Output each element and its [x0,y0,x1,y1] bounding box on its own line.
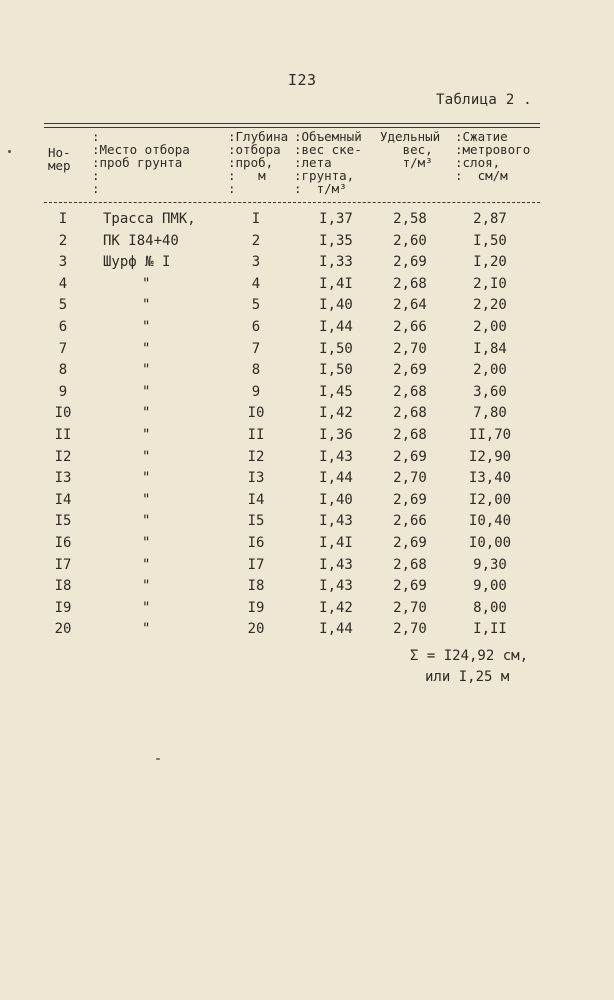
row-sampling-place: " [142,470,151,487]
table-row [0,449,614,471]
table-row [0,557,614,579]
row-sampling-place: " [142,340,151,357]
row-sampling-place: " [142,383,151,400]
row-volumetric-weight: I,37 [319,211,353,227]
row-sampling-place: " [142,362,151,379]
header-compression: :Сжатие :метрового :слоя, : см/м [455,129,531,183]
table-row [0,405,614,427]
row-number: I3 [54,470,72,487]
row-compression: I2,00 [468,491,512,508]
row-number: 7 [58,340,68,357]
row-specific-weight: 2,68 [393,556,427,573]
row-compression: 2,00 [473,362,507,379]
row-volumetric-weight: I,44 [319,318,353,335]
row-depth: I2 [247,448,265,465]
table-row [0,427,614,449]
row-compression: 7,80 [473,405,507,422]
row-compression: 2,I0 [473,275,507,292]
summary-total: Σ = I24,92 см, [410,648,529,664]
row-depth: 9 [251,383,261,400]
row-sampling-place: Шурф № I [103,254,171,271]
row-sampling-place: " [142,599,151,616]
row-sampling-place: " [142,578,151,595]
row-depth: 6 [251,318,261,335]
header-bottom-rule [44,202,540,203]
row-specific-weight: 2,69 [393,491,427,508]
row-sampling-place: " [142,621,151,638]
header-number: Но- мер [48,145,71,173]
row-depth: I9 [247,599,265,616]
row-depth: I7 [247,556,265,573]
row-compression: I0,00 [468,534,512,551]
row-specific-weight: 2,69 [393,254,427,271]
row-specific-weight: 2,68 [393,405,427,422]
row-number: I7 [54,556,72,573]
row-depth: 20 [247,621,265,638]
row-compression: 2,87 [473,211,507,227]
row-sampling-place: " [142,534,151,551]
row-sampling-place: " [142,556,151,573]
row-sampling-place: Трасса ПМК, [103,211,196,227]
row-depth: I3 [247,470,265,487]
row-compression: 9,00 [473,578,507,595]
row-number: 4 [58,275,68,292]
row-volumetric-weight: I,43 [319,513,353,530]
row-depth: 4 [251,275,261,292]
table-row [0,319,614,341]
row-number: 6 [58,318,68,335]
row-sampling-place: " [142,426,151,443]
row-specific-weight: 2,66 [393,318,427,335]
row-specific-weight: 2,70 [393,599,427,616]
row-depth: I6 [247,534,265,551]
row-compression: I0,40 [468,513,512,530]
row-number: 9 [58,383,68,400]
row-depth: I [251,211,261,227]
header-volumetric-weight: :Объемный :вес ске- :лета :грунта, : т/м³ [294,129,362,196]
row-number: 3 [58,254,68,271]
row-specific-weight: 2,60 [393,232,427,249]
table-row [0,297,614,319]
row-volumetric-weight: I,45 [319,383,353,400]
row-volumetric-weight: I,4I [319,275,353,292]
row-depth: 3 [251,254,261,271]
table-row [0,492,614,514]
row-compression: I,50 [473,232,507,249]
row-compression: 9,30 [473,556,507,573]
row-depth: 7 [251,340,261,357]
row-volumetric-weight: I,43 [319,578,353,595]
row-specific-weight: 2,69 [393,534,427,551]
row-volumetric-weight: I,44 [319,470,353,487]
row-compression: 3,60 [473,383,507,400]
row-sampling-place: " [142,405,151,422]
row-specific-weight: 2,64 [393,297,427,314]
row-number: 8 [58,362,68,379]
row-depth: I5 [247,513,265,530]
row-depth: II [247,426,265,443]
row-compression: 8,00 [473,599,507,616]
row-volumetric-weight: I,44 [319,621,353,638]
row-volumetric-weight: I,50 [319,340,353,357]
row-compression: I2,90 [468,448,512,465]
row-compression: II,70 [468,426,512,443]
table-row [0,535,614,557]
row-compression: 2,20 [473,297,507,314]
row-volumetric-weight: I,43 [319,556,353,573]
table-row [0,362,614,384]
row-volumetric-weight: I,40 [319,491,353,508]
row-number: I0 [54,405,72,422]
row-number: I2 [54,448,72,465]
summary-total-converted: или I,25 м [425,669,510,685]
table-row [0,621,614,643]
row-volumetric-weight: I,36 [319,426,353,443]
row-specific-weight: 2,69 [393,578,427,595]
row-compression: I3,40 [468,470,512,487]
row-specific-weight: 2,68 [393,383,427,400]
row-volumetric-weight: I,35 [319,232,353,249]
row-sampling-place: " [142,297,151,314]
table-row [0,341,614,363]
row-specific-weight: 2,68 [393,275,427,292]
row-specific-weight: 2,70 [393,621,427,638]
row-number: II [54,426,72,443]
table-row [0,513,614,535]
row-specific-weight: 2,70 [393,340,427,357]
row-depth: I8 [247,578,265,595]
row-volumetric-weight: I,50 [319,362,353,379]
table-row [0,254,614,276]
table-row [0,578,614,600]
table-top-rule-inner [44,127,540,128]
table-row [0,470,614,492]
row-number: I6 [54,534,72,551]
row-compression: I,20 [473,254,507,271]
table-row [0,211,614,233]
row-volumetric-weight: I,40 [319,297,353,314]
row-number: I8 [54,578,72,595]
row-depth: 2 [251,232,261,249]
table-caption: Таблица 2 . [436,92,533,108]
row-specific-weight: 2,69 [393,362,427,379]
table-top-rule [44,123,540,124]
row-sampling-place: " [142,448,151,465]
row-specific-weight: 2,66 [393,513,427,530]
row-sampling-place: " [142,513,151,530]
table-row [0,233,614,255]
paper-smudge [156,758,160,760]
row-specific-weight: 2,68 [393,426,427,443]
row-depth: 5 [251,297,261,314]
row-depth: I4 [247,491,265,508]
row-number: I5 [54,513,72,530]
header-sampling-place: : :Место отбора :проб грунта : : [92,129,190,196]
row-volumetric-weight: I,4I [319,534,353,551]
row-specific-weight: 2,58 [393,211,427,227]
table-body [0,211,614,643]
row-volumetric-weight: I,42 [319,599,353,616]
row-number: I [58,211,68,227]
header-sampling-depth: :Глубина :отбора :проб, : м : [228,129,289,196]
table-row [0,600,614,622]
table-row [0,276,614,298]
row-specific-weight: 2,69 [393,448,427,465]
row-sampling-place: " [142,318,151,335]
row-sampling-place: ПК I84+40 [103,232,179,249]
row-depth: I0 [247,405,265,422]
row-volumetric-weight: I,43 [319,448,353,465]
row-compression: I,84 [473,340,507,357]
row-volumetric-weight: I,42 [319,405,353,422]
header-specific-weight: Удельный вес, т/м³ [380,129,441,170]
page-number: I23 [288,71,317,89]
table-row [0,384,614,406]
row-number: 5 [58,297,68,314]
row-number: I9 [54,599,72,616]
row-volumetric-weight: I,33 [319,254,353,271]
row-sampling-place: " [142,275,151,292]
row-number: 20 [54,621,72,638]
row-depth: 8 [251,362,261,379]
row-compression: I,II [473,621,507,638]
row-compression: 2,00 [473,318,507,335]
row-number: I4 [54,491,72,508]
row-sampling-place: " [142,491,151,508]
row-number: 2 [58,232,68,249]
row-specific-weight: 2,70 [393,470,427,487]
margin-mark [8,150,11,153]
